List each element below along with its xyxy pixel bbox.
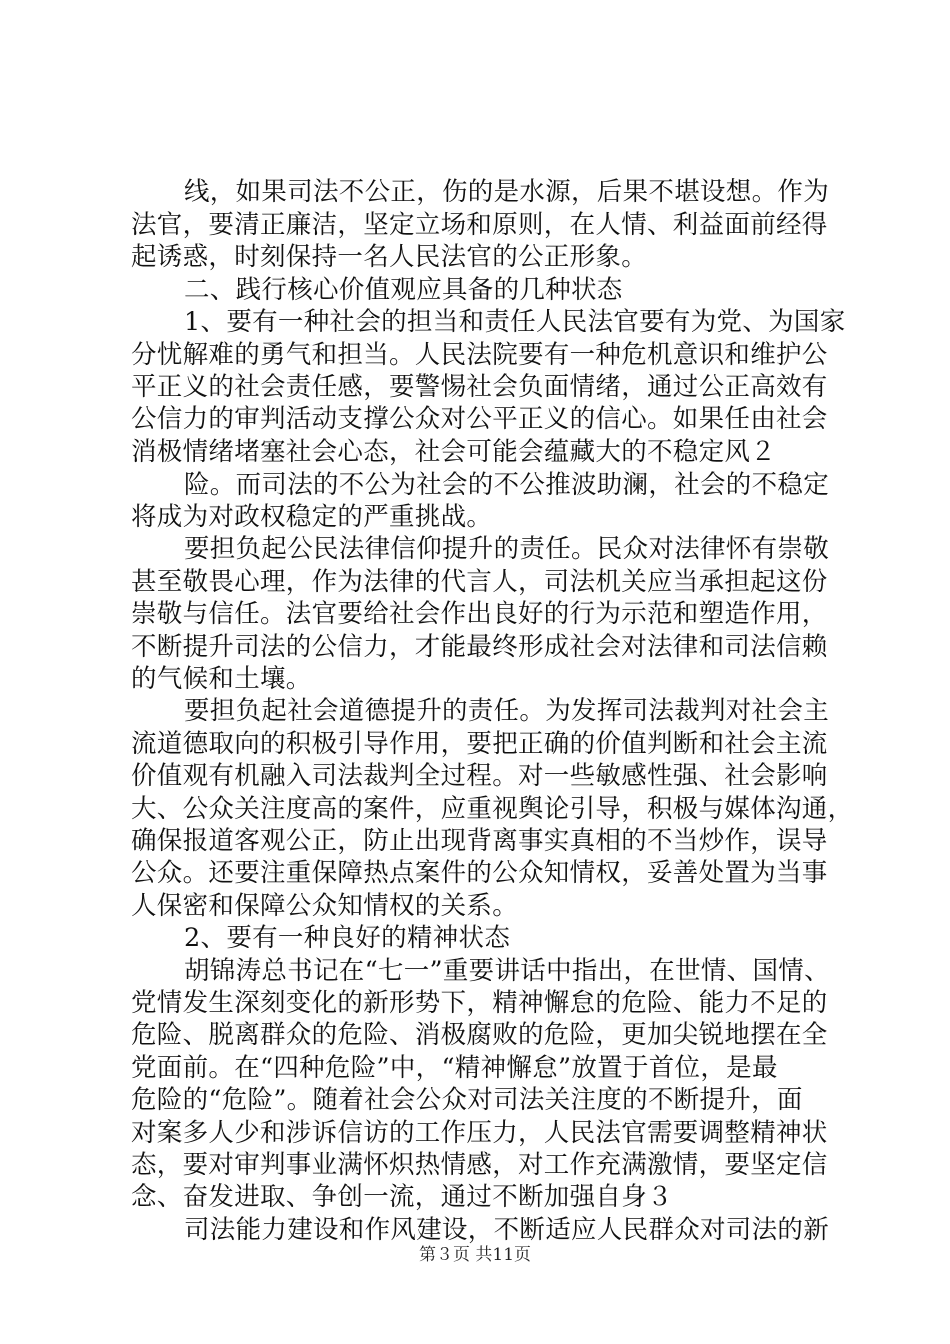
- text-line: 消极情绪堵塞社会心态，社会可能会蕴藏大的不稳定风２: [131, 437, 777, 467]
- text-line: 大、公众关注度高的案件，应重视舆论引导，积极与媒体沟通，: [131, 794, 854, 824]
- text-line: 司法能力建设和作风建设，不断适应人民群众对司法的新: [184, 1215, 830, 1245]
- text-line: 胡锦涛总书记在“七一”重要讲话中指出，在世情、国情、: [184, 956, 830, 986]
- text-line: 起诱惑，时刻保持一名人民法官的公正形象。: [131, 242, 648, 272]
- text-line: 公信力的审判活动支撑公众对公平正义的信心。如果任由社会: [131, 404, 828, 434]
- text-line: 崇敬与信任。法官要给社会作出良好的行为示范和塑造作用，: [131, 599, 828, 629]
- text-line: 党情发生深刻变化的新形势下，精神懈怠的危险、能力不足的: [131, 988, 828, 1018]
- text-line: 分忧解难的勇气和担当。人民法院要有一种危机意识和维护公: [131, 340, 828, 370]
- text-line: 要担负起社会道德提升的责任。为发挥司法裁判对社会主: [184, 696, 830, 726]
- subsection-heading: 1、要有一种社会的担当和责任人民法官要有为党、为国家: [184, 307, 846, 337]
- text-line: 平正义的社会责任感，要警惕社会负面情绪，通过公正高效有: [131, 372, 828, 402]
- text-line: 危险的“危险”。随着社会公众对司法关注度的不断提升，面: [131, 1085, 803, 1115]
- text-line: 不断提升司法的公信力，才能最终形成社会对法律和司法信赖: [131, 632, 828, 662]
- text-line: 确保报道客观公正，防止出现背离事实真相的不当炒作，误导: [131, 826, 828, 856]
- text-line: 态，要对审判事业满怀炽热情感，对工作充满激情，要坚定信: [131, 1150, 828, 1180]
- text-line: 险。而司法的不公为社会的不公推波助澜，社会的不稳定: [184, 470, 830, 500]
- text-line: 甚至敬畏心理，作为法律的代言人，司法机关应当承担起这份: [131, 567, 828, 597]
- text-line: 对案多人少和涉诉信访的工作压力，人民法官需要调整精神状: [131, 1118, 828, 1148]
- text-line: 法官，要清正廉洁，坚定立场和原则，在人情、利益面前经得: [131, 210, 828, 240]
- text-line: 的气候和土壤。: [131, 664, 312, 694]
- text-line: 念、奋发进取、争创一流，通过不断加强自身３: [131, 1182, 673, 1212]
- text-line: 流道德取向的积极引导作用，要把正确的价值判断和社会主流: [131, 729, 828, 759]
- text-line: 将成为对政权稳定的严重挑战。: [131, 502, 493, 532]
- text-line: 公众。还要注重保障热点案件的公众知情权，妥善处置为当事: [131, 858, 828, 888]
- text-line: 人保密和保障公众知情权的关系。: [131, 891, 519, 921]
- text-line: 价值观有机融入司法裁判全过程。对一些敏感性强、社会影响: [131, 761, 828, 791]
- section-heading: 二、践行核心价值观应具备的几种状态: [184, 275, 623, 305]
- text-line: 要担负起公民法律信仰提升的责任。民众对法律怀有崇敬: [184, 534, 830, 564]
- text-line: 党面前。在“四种危险”中，“精神懈怠”放置于首位，是最: [131, 1053, 778, 1083]
- text-line: 线，如果司法不公正，伤的是水源，后果不堪设想。作为: [184, 177, 830, 207]
- text-line: 危险、脱离群众的危险、消极腐败的危险，更加尖锐地摆在全: [131, 1020, 828, 1050]
- page-footer: 第３页 共11页: [418, 1245, 532, 1265]
- subsection-heading: 2、要有一种良好的精神状态: [184, 923, 511, 953]
